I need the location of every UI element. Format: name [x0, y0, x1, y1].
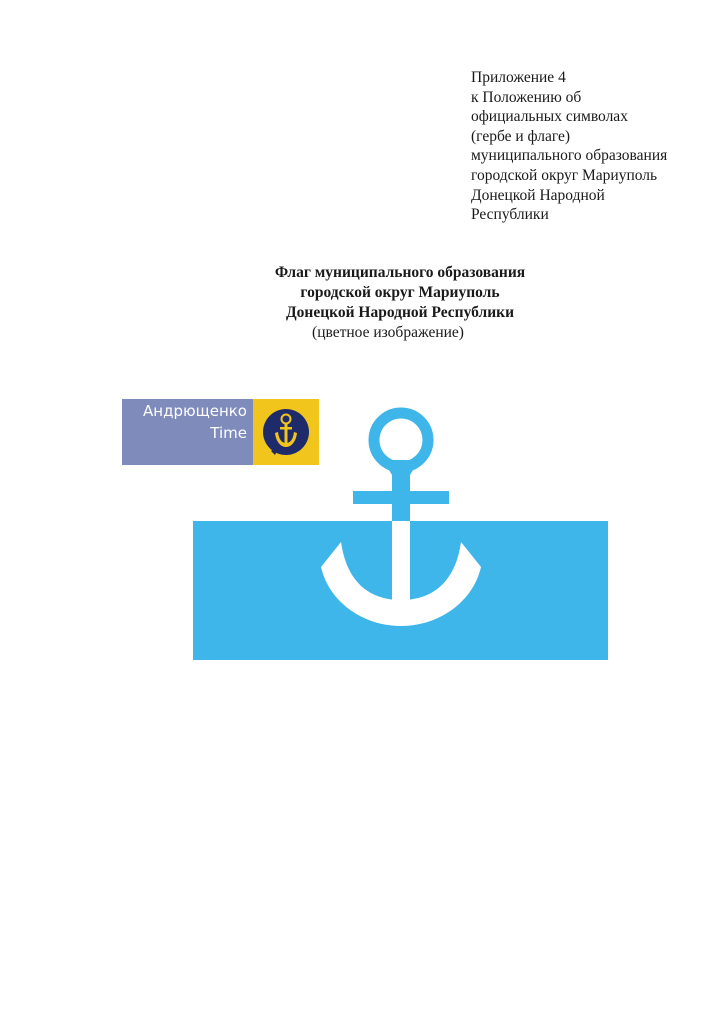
watermark-line2: Time — [210, 424, 247, 442]
appendix-line: Приложение 4 — [471, 69, 566, 86]
appendix-line: Республики — [471, 206, 549, 224]
appendix-line: (гербе и флаге) — [471, 127, 571, 145]
anchor-logo-icon — [253, 399, 319, 465]
appendix-line: Донецкой Народной — [471, 186, 605, 204]
watermark-badge — [122, 399, 319, 465]
title-note: (цветное изображение) — [312, 324, 464, 341]
watermark-line1: Андрющенко — [143, 402, 247, 420]
appendix-line: муниципального образования — [471, 147, 668, 165]
appendix-note — [471, 68, 711, 225]
document-title — [180, 263, 620, 343]
appendix-line: официальных символах — [471, 108, 628, 126]
watermark-text — [122, 399, 253, 465]
appendix-line: к Положению об — [471, 88, 582, 106]
watermark-logo — [253, 399, 319, 465]
title-line: Флаг муниципального образования — [274, 264, 526, 281]
title-line: городской округ Мариуполь — [300, 284, 500, 301]
appendix-line: городской округ Мариуполь — [471, 166, 658, 184]
title-line: Донецкой Народной Республики — [285, 304, 515, 321]
